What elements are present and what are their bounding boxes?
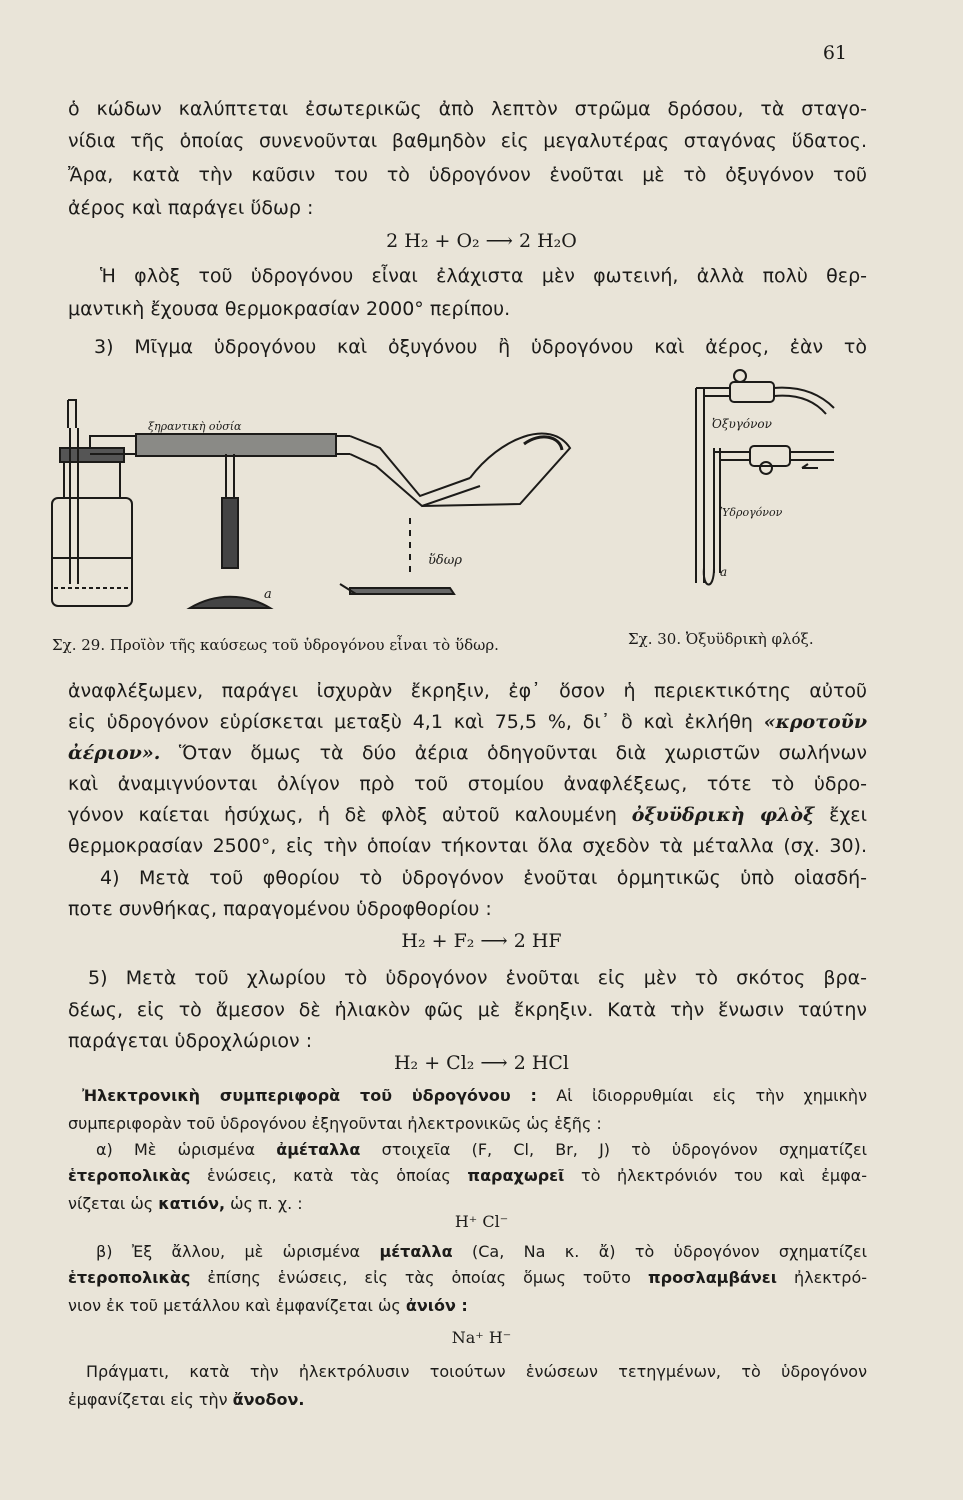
figure-30-drawing <box>690 368 860 603</box>
figure-30-caption: Σχ. 30. Ὀξυϋδρικὴ φλόξ. <box>628 630 814 648</box>
text-line: συμπεριφορὰν τοῦ ὑδρογόνου ἐξηγοῦνται ἠλεκτρονικῶς ὡς ἑξῆς : <box>68 1114 602 1133</box>
text-line: ἀέρος καὶ παράγει ὕδωρ : <box>68 197 314 219</box>
text-line: 5) Μετὰ τοῦ χλωρίου τὸ ὑδρογόνον ἑνοῦται εἰς μὲν τὸ σκότος βρα- <box>88 967 867 989</box>
text-line: γόνον καίεται ἡσύχως, ἡ δὲ φλὸξ αὐτοῦ καλουμένη ὀξυϋδρικὴ φλὸξ ἔχει <box>68 804 868 826</box>
text-line: 3) Μῖγμα ὑδρογόνου καὶ ὀξυγόνου ἢ ὑδρογόνου καὶ ἀέρος, ἐὰν τὸ <box>94 336 867 358</box>
fig29-label-water: ὕδωρ <box>428 553 462 568</box>
text-line: Ἡ φλὸξ τοῦ ὑδρογόνου εἶναι ἐλάχιστα μὲν φωτεινή, ἀλλὰ πολὺ θερ- <box>100 265 867 287</box>
equation-hcl-ions: H⁺ Cl⁻ <box>454 1212 509 1231</box>
text-line: παράγεται ὑδροχλώριον : <box>68 1030 313 1052</box>
fig30-label-oxygen: Ὀξυγόνον <box>712 417 772 431</box>
text-line: μαντικὴ ἔχουσα θερμοκρασίαν 2000° περίπου. <box>68 298 511 320</box>
text-line: ἀναφλέξωμεν, παράγει ἰσχυρὰν ἔκρηξιν, ἐφ᾽ ὅσον ἡ περιεκτικότης αὐτοῦ <box>68 680 867 702</box>
text-line: ἑτεροπολικὰς ἐπίσης ἑνώσεις, εἰς τὰς ὁποίας ὅμως τοῦτο προσλαμβάνει ἠλεκτρό- <box>68 1268 868 1287</box>
text-line: ἀέριον». Ὅταν ὅμως τὰ δύο ἀέρια ὁδηγοῦνται διὰ χωριστῶν σωλήνων <box>68 742 867 764</box>
text-line: νίζεται ὡς κατιόν, ὡς π. χ. : <box>68 1194 303 1213</box>
text-line: ὁ κώδων καλύπτεται ἐσωτερικῶς ἀπὸ λεπτὸν στρῶμα δρόσου, τὰ σταγο- <box>68 98 867 120</box>
text-line: Πράγματι, κατὰ τὴν ἠλεκτρόλυσιν τοιούτων ἑνώσεων τετηγμένων, τὸ ὑδρογόνον <box>86 1362 867 1381</box>
text-line: νιον ἐκ τοῦ μετάλλου καὶ ἐμφανίζεται ὡς ἀνιόν : <box>68 1296 468 1315</box>
text-line: δέως, εἰς τὸ ἄμεσον δὲ ἡλιακὸν φῶς μὲ ἔκρηξιν. Κατὰ τὴν ἕνωσιν ταύτην <box>68 999 867 1021</box>
text-line: νίδια τῆς ὁποίας συνενοῦνται βαθμηδὸν εἰς μεγαλυτέρας σταγόνας ὕδατος. <box>68 130 867 152</box>
figure-29-drawing <box>50 388 640 623</box>
fig30-label-a: a <box>720 565 728 579</box>
text-line: θερμοκρασίαν 2500°, εἰς τὴν ὁποίαν τήκονται ὅλα σχεδὸν τὰ μέταλλα (σχ. 30). <box>68 835 867 857</box>
text-line: α) Μὲ ὡρισμένα ἀμέταλλα στοιχεῖα (F, Cl, Br, J) τὸ ὑδρογόνον σχηματίζει <box>96 1140 868 1159</box>
text-line: ἐμφανίζεται εἰς τὴν ἄνοδον. <box>68 1390 305 1409</box>
text-line: ἑτεροπολικὰς ἑνώσεις, κατὰ τὰς ὁποίας παραχωρεῖ τὸ ἠλεκτρόνιόν του καὶ ἐμφα- <box>68 1166 867 1185</box>
text-line: 4) Μετὰ τοῦ φθορίου τὸ ὑδρογόνον ἑνοῦται ὁρμητικῶς ὑπὸ οἱασδή- <box>100 867 867 889</box>
section-heading-line: Ἠλεκτρονικὴ συμπεριφορὰ τοῦ ὑδρογόνου : Αἱ ἰδιορρυθμίαι εἰς τὴν χημικὴν <box>82 1086 868 1105</box>
equation-hcl: H₂ + Cl₂ ⟶ 2 HCl <box>393 1052 570 1074</box>
figure-29-caption: Σχ. 29. Προϊὸν τῆς καύσεως τοῦ ὑδρογόνου εἶναι τὸ ὕδωρ. <box>52 636 499 654</box>
text-line: Ἄρα, κατὰ τὴν καῦσιν του τὸ ὑδρογόνον ἑνοῦται μὲ τὸ ὀξυγόνον τοῦ <box>68 164 867 186</box>
equation-water: 2 H₂ + O₂ ⟶ 2 H₂O <box>386 230 577 252</box>
fig29-label-a: a <box>264 587 272 602</box>
text-line: εἰς ὑδρογόνον εὑρίσκεται μεταξὺ 4,1 καὶ 75,5 %, δι᾽ ὃ καὶ ἐκλήθη «κροτοῦν <box>68 711 868 733</box>
fig30-label-hydrogen: Ὑδρογόνον <box>720 506 783 519</box>
page-number: 61 <box>822 42 847 64</box>
equation-hf: H₂ + F₂ ⟶ 2 HF <box>401 930 562 952</box>
fig29-label-substance: ξηραντικὴ οὐσία <box>148 420 242 433</box>
text-line: καὶ ἀναμιγνύονται ὀλίγον πρὸ τοῦ στομίου ἀναφλέξεως, τότε τὸ ὑδρο- <box>68 773 867 795</box>
equation-nah-ions: Na⁺ H⁻ <box>451 1328 512 1347</box>
text-line: ποτε συνθήκας, παραγομένου ὑδροφθορίου : <box>68 898 492 920</box>
text-line: β) Ἐξ ἄλλου, μὲ ὡρισμένα μέταλλα (Ca, Na κ. ἄ) τὸ ὑδρογόνον σχηματίζει <box>96 1242 867 1261</box>
